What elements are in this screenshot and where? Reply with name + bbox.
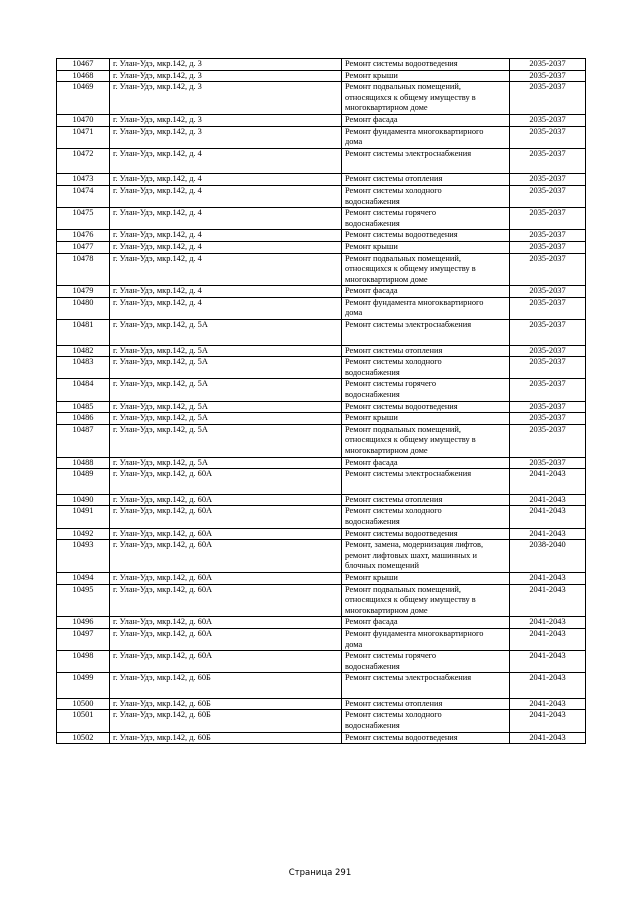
period-cell: 2041-2043 (510, 698, 586, 710)
table-row (57, 174, 586, 186)
work-type-cell (342, 379, 510, 401)
work-type-line: Ремонт крыши (345, 572, 398, 582)
work-type-cell (342, 320, 510, 346)
period-cell: 2041-2043 (510, 572, 586, 584)
work-type-line: дома (345, 308, 363, 318)
record-number-cell: 10475 (57, 208, 110, 230)
work-type-line: Ремонт системы водоотведения (345, 732, 458, 742)
period-cell: 2035-2037 (510, 286, 586, 298)
record-number-cell: 10487 (57, 424, 110, 457)
address-cell: г. Улан-Удэ, мкр.142, д. 5А (110, 357, 342, 379)
address-cell: г. Улан-Удэ, мкр.142, д. 60Б (110, 732, 342, 744)
work-type-cell (342, 698, 510, 710)
record-number-cell: 10471 (57, 126, 110, 148)
address-cell: г. Улан-Удэ, мкр.142, д. 5А (110, 345, 342, 357)
work-type-line: Ремонт фундамента многоквартирного (345, 126, 484, 136)
address-cell: г. Улан-Удэ, мкр.142, д. 3 (110, 70, 342, 82)
record-number-cell: 10490 (57, 494, 110, 506)
table-row (57, 413, 586, 425)
work-type-cell (342, 208, 510, 230)
work-type-cell (342, 413, 510, 425)
work-type-cell (342, 114, 510, 126)
period-cell: 2035-2037 (510, 320, 586, 346)
record-number-cell: 10500 (57, 698, 110, 710)
work-type-line: Ремонт крыши (345, 70, 398, 80)
table-row (57, 253, 586, 286)
work-type-line: Ремонт крыши (345, 413, 398, 423)
repair-schedule-table (56, 58, 586, 744)
address-cell: г. Улан-Удэ, мкр.142, д. 4 (110, 185, 342, 207)
work-type-line: Ремонт, замена, модернизация лифтов, (345, 540, 484, 550)
work-type-line: Ремонт системы отопления (345, 698, 443, 708)
period-cell: 2035-2037 (510, 413, 586, 425)
table-row (57, 70, 586, 82)
record-number-cell: 10491 (57, 506, 110, 528)
work-type-line: Ремонт системы электроснабжения (345, 148, 472, 158)
work-type-cell (342, 617, 510, 629)
record-number-cell: 10495 (57, 584, 110, 617)
work-type-cell (342, 457, 510, 469)
work-type-cell (342, 540, 510, 573)
address-cell: г. Улан-Удэ, мкр.142, д. 4 (110, 148, 342, 174)
work-type-line: Ремонт фасада (345, 617, 398, 627)
work-type-line: многоквартирном доме (345, 446, 428, 455)
work-type-line: Ремонт системы водоотведения (345, 59, 458, 68)
work-type-line: Ремонт фундамента многоквартирного (345, 628, 484, 638)
work-type-line: Ремонт фасада (345, 457, 398, 467)
address-cell: г. Улан-Удэ, мкр.142, д. 60А (110, 584, 342, 617)
work-type-line: относящихся к общему имуществу в (345, 92, 476, 102)
address-cell: г. Улан-Удэ, мкр.142, д. 4 (110, 230, 342, 242)
address-cell: г. Улан-Удэ, мкр.142, д. 60А (110, 506, 342, 528)
period-cell: 2035-2037 (510, 297, 586, 319)
record-number-cell: 10478 (57, 253, 110, 286)
work-type-line: блочных помещений (345, 561, 419, 571)
address-cell: г. Улан-Удэ, мкр.142, д. 5А (110, 379, 342, 401)
work-type-line: Ремонт фасада (345, 286, 398, 296)
work-type-cell (342, 230, 510, 242)
work-type-line: водоснабжения (345, 390, 400, 400)
address-cell: г. Улан-Удэ, мкр.142, д. 60А (110, 528, 342, 540)
address-cell: г. Улан-Удэ, мкр.142, д. 3 (110, 126, 342, 148)
record-number-cell: 10492 (57, 528, 110, 540)
record-number-cell: 10481 (57, 320, 110, 346)
table-row (57, 59, 586, 71)
period-cell: 2035-2037 (510, 59, 586, 71)
record-number-cell: 10472 (57, 148, 110, 174)
record-number-cell: 10480 (57, 297, 110, 319)
work-type-line: водоснабжения (345, 661, 400, 671)
work-type-line: Ремонт крыши (345, 241, 398, 251)
record-number-cell: 10467 (57, 59, 110, 71)
work-type-line: Ремонт подвальных помещений, (345, 253, 461, 263)
address-cell: г. Улан-Удэ, мкр.142, д. 4 (110, 208, 342, 230)
work-type-line: Ремонт системы электроснабжения (345, 320, 472, 330)
work-type-cell (342, 528, 510, 540)
address-cell: г. Улан-Удэ, мкр.142, д. 60А (110, 572, 342, 584)
record-number-cell: 10473 (57, 174, 110, 186)
address-cell: г. Улан-Удэ, мкр.142, д. 60А (110, 494, 342, 506)
table-row (57, 540, 586, 573)
work-type-cell (342, 732, 510, 744)
table-row (57, 379, 586, 401)
work-type-cell (342, 345, 510, 357)
record-number-cell: 10470 (57, 114, 110, 126)
period-cell: 2041-2043 (510, 628, 586, 650)
address-cell: г. Улан-Удэ, мкр.142, д. 4 (110, 286, 342, 298)
period-cell: 2035-2037 (510, 230, 586, 242)
work-type-cell (342, 424, 510, 457)
period-cell: 2035-2037 (510, 174, 586, 186)
period-cell: 2035-2037 (510, 185, 586, 207)
table-row (57, 457, 586, 469)
work-type-cell (342, 185, 510, 207)
period-cell: 2041-2043 (510, 732, 586, 744)
address-cell: г. Улан-Удэ, мкр.142, д. 5А (110, 401, 342, 413)
work-type-cell (342, 506, 510, 528)
work-type-line: водоснабжения (345, 218, 400, 228)
work-type-line: Ремонт системы водоотведения (345, 528, 458, 538)
period-cell: 2035-2037 (510, 241, 586, 253)
period-cell: 2035-2037 (510, 82, 586, 115)
record-number-cell: 10476 (57, 230, 110, 242)
table-row (57, 297, 586, 319)
record-number-cell: 10501 (57, 710, 110, 732)
work-type-line: относящихся к общему имуществу в (345, 264, 476, 274)
table-row (57, 148, 586, 174)
record-number-cell: 10498 (57, 651, 110, 673)
period-cell: 2041-2043 (510, 617, 586, 629)
period-cell: 2035-2037 (510, 70, 586, 82)
period-cell: 2041-2043 (510, 506, 586, 528)
work-type-cell (342, 148, 510, 174)
table-row (57, 230, 586, 242)
work-type-line: Ремонт системы горячего (345, 379, 437, 389)
work-type-line: водоснабжения (345, 721, 400, 731)
period-cell: 2035-2037 (510, 457, 586, 469)
work-type-line: Ремонт системы электроснабжения (345, 673, 472, 683)
table-row (57, 320, 586, 346)
work-type-line: дома (345, 639, 363, 649)
period-cell: 2035-2037 (510, 401, 586, 413)
record-number-cell: 10469 (57, 82, 110, 115)
address-cell: г. Улан-Удэ, мкр.142, д. 4 (110, 297, 342, 319)
table-row (57, 651, 586, 673)
work-type-line: Ремонт системы холодного (345, 506, 442, 516)
table-row (57, 710, 586, 732)
record-number-cell: 10474 (57, 185, 110, 207)
period-cell: 2041-2043 (510, 494, 586, 506)
table-row (57, 584, 586, 617)
period-cell: 2041-2043 (510, 528, 586, 540)
table-row (57, 617, 586, 629)
work-type-cell (342, 401, 510, 413)
work-type-cell (342, 628, 510, 650)
table-row (57, 732, 586, 744)
work-type-line: относящихся к общему имуществу в (345, 595, 476, 605)
table-row (57, 286, 586, 298)
work-type-cell (342, 710, 510, 732)
period-cell: 2035-2037 (510, 208, 586, 230)
address-cell: г. Улан-Удэ, мкр.142, д. 60А (110, 617, 342, 629)
address-cell: г. Улан-Удэ, мкр.142, д. 5А (110, 413, 342, 425)
work-type-line: дома (345, 137, 363, 147)
record-number-cell: 10502 (57, 732, 110, 744)
table-row (57, 185, 586, 207)
work-type-line: водоснабжения (345, 516, 400, 526)
period-cell: 2035-2037 (510, 126, 586, 148)
address-cell: г. Улан-Удэ, мкр.142, д. 60А (110, 540, 342, 573)
table-row (57, 345, 586, 357)
address-cell: г. Улан-Удэ, мкр.142, д. 5А (110, 457, 342, 469)
address-cell: г. Улан-Удэ, мкр.142, д. 4 (110, 241, 342, 253)
work-type-cell (342, 584, 510, 617)
work-type-cell (342, 174, 510, 186)
work-type-cell (342, 82, 510, 115)
work-type-line: Ремонт системы отопления (345, 174, 443, 184)
work-type-line: Ремонт системы электроснабжения (345, 469, 472, 479)
work-type-cell (342, 572, 510, 584)
period-cell: 2035-2037 (510, 357, 586, 379)
work-type-cell (342, 673, 510, 699)
table-row (57, 241, 586, 253)
record-number-cell: 10486 (57, 413, 110, 425)
table-row (57, 673, 586, 699)
table-row (57, 82, 586, 115)
work-type-cell (342, 469, 510, 495)
address-cell: г. Улан-Удэ, мкр.142, д. 60А (110, 628, 342, 650)
work-type-cell (342, 297, 510, 319)
work-type-line: Ремонт системы отопления (345, 345, 443, 355)
period-cell: 2035-2037 (510, 379, 586, 401)
work-type-line: Ремонт системы холодного (345, 185, 442, 195)
record-number-cell: 10468 (57, 70, 110, 82)
work-type-cell (342, 70, 510, 82)
table-row (57, 126, 586, 148)
record-number-cell: 10484 (57, 379, 110, 401)
record-number-cell: 10499 (57, 673, 110, 699)
work-type-cell (342, 241, 510, 253)
record-number-cell: 10483 (57, 357, 110, 379)
period-cell: 2038-2040 (510, 540, 586, 573)
work-type-line: многоквартирном доме (345, 274, 428, 284)
table-row (57, 424, 586, 457)
work-type-line: водоснабжения (345, 367, 400, 377)
record-number-cell: 10497 (57, 628, 110, 650)
table-row (57, 698, 586, 710)
work-type-line: Ремонт системы холодного (345, 710, 442, 720)
work-type-line: Ремонт системы водоотведения (345, 401, 458, 411)
work-type-cell (342, 253, 510, 286)
table-row (57, 628, 586, 650)
table-row (57, 357, 586, 379)
period-cell: 2041-2043 (510, 710, 586, 732)
record-number-cell: 10485 (57, 401, 110, 413)
work-type-line: Ремонт подвальных помещений, (345, 584, 461, 594)
work-type-line: относящихся к общему имуществу в (345, 435, 476, 445)
period-cell: 2041-2043 (510, 651, 586, 673)
record-number-cell: 10477 (57, 241, 110, 253)
work-type-line: Ремонт подвальных помещений, (345, 424, 461, 434)
address-cell: г. Улан-Удэ, мкр.142, д. 60Б (110, 710, 342, 732)
address-cell: г. Улан-Удэ, мкр.142, д. 5А (110, 320, 342, 346)
table-row (57, 528, 586, 540)
table-row (57, 494, 586, 506)
work-type-line: Ремонт фасада (345, 114, 398, 124)
table-row (57, 469, 586, 495)
table-row (57, 208, 586, 230)
work-type-cell (342, 651, 510, 673)
period-cell: 2041-2043 (510, 584, 586, 617)
address-cell: г. Улан-Удэ, мкр.142, д. 4 (110, 253, 342, 286)
period-cell: 2041-2043 (510, 469, 586, 495)
record-number-cell: 10488 (57, 457, 110, 469)
work-type-line: Ремонт системы горячего (345, 208, 437, 218)
work-type-line: многоквартирном доме (345, 605, 428, 615)
table-row (57, 506, 586, 528)
address-cell: г. Улан-Удэ, мкр.142, д. 60А (110, 469, 342, 495)
work-type-line: Ремонт системы водоотведения (345, 230, 458, 240)
work-type-line: Ремонт фундамента многоквартирного (345, 297, 484, 307)
address-cell: г. Улан-Удэ, мкр.142, д. 3 (110, 114, 342, 126)
record-number-cell: 10493 (57, 540, 110, 573)
record-number-cell: 10494 (57, 572, 110, 584)
period-cell: 2035-2037 (510, 345, 586, 357)
address-cell: г. Улан-Удэ, мкр.142, д. 4 (110, 174, 342, 186)
record-number-cell: 10489 (57, 469, 110, 495)
work-type-line: ремонт лифтовых шахт, машинных и (345, 550, 477, 560)
record-number-cell: 10479 (57, 286, 110, 298)
page-number: Страница 291 (288, 868, 352, 878)
record-number-cell: 10496 (57, 617, 110, 629)
work-type-line: Ремонт системы горячего (345, 651, 437, 661)
table-row (57, 401, 586, 413)
address-cell: г. Улан-Удэ, мкр.142, д. 5А (110, 424, 342, 457)
address-cell: г. Улан-Удэ, мкр.142, д. 60Б (110, 673, 342, 699)
work-type-cell (342, 59, 510, 71)
work-type-line: многоквартирном доме (345, 103, 428, 113)
period-cell: 2035-2037 (510, 424, 586, 457)
table-body (57, 59, 586, 744)
period-cell: 2035-2037 (510, 114, 586, 126)
work-type-cell (342, 357, 510, 379)
work-type-line: Ремонт подвальных помещений, (345, 82, 461, 92)
work-type-cell (342, 126, 510, 148)
address-cell: г. Улан-Удэ, мкр.142, д. 3 (110, 59, 342, 71)
record-number-cell: 10482 (57, 345, 110, 357)
work-type-line: водоснабжения (345, 196, 400, 206)
table-row (57, 114, 586, 126)
work-type-cell (342, 286, 510, 298)
address-cell: г. Улан-Удэ, мкр.142, д. 3 (110, 82, 342, 115)
table-row (57, 572, 586, 584)
period-cell: 2035-2037 (510, 148, 586, 174)
period-cell: 2035-2037 (510, 253, 586, 286)
work-type-line: Ремонт системы отопления (345, 494, 443, 504)
address-cell: г. Улан-Удэ, мкр.142, д. 60Б (110, 698, 342, 710)
period-cell: 2041-2043 (510, 673, 586, 699)
work-type-line: Ремонт системы холодного (345, 357, 442, 367)
work-type-cell (342, 494, 510, 506)
address-cell: г. Улан-Удэ, мкр.142, д. 60А (110, 651, 342, 673)
